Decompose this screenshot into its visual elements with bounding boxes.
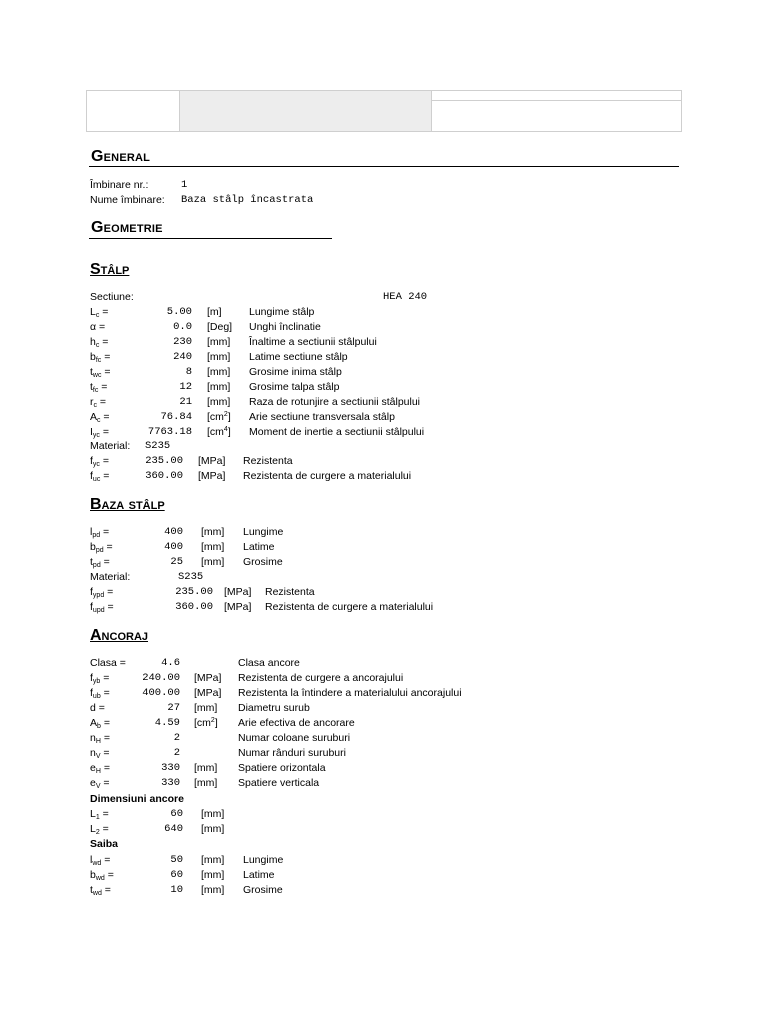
stalp-row-6-value: 21 — [179, 396, 192, 408]
stalp-row-5-description: Grosime talpa stâlp — [249, 381, 340, 393]
saiba-row-1-description: Latime — [243, 869, 275, 881]
section-title-stalp: Stâlp — [90, 261, 130, 278]
stalp-row-2-symbol: $h_c$ = — [90, 336, 109, 349]
ancoraj-row-8-value: 330 — [161, 777, 180, 789]
baza-row-0-unit: [mm] — [201, 526, 225, 538]
ancoraj-row-7-unit: [mm] — [194, 762, 218, 774]
saiba-title: Saiba — [90, 838, 119, 850]
ancoraj-row-0-description: Clasa ancore — [238, 657, 300, 669]
dim-row-1-symbol: $L_2$ = — [90, 823, 109, 836]
stalp-row-2-unit: [mm] — [207, 336, 231, 348]
dim-row-1-value: 640 — [164, 823, 183, 835]
saiba-row-1-unit: [mm] — [201, 869, 225, 881]
ancoraj-row-5-description: Numar coloane suruburi — [238, 732, 351, 744]
stalp-mat-row-1-description: Rezistenta de curgere a materialului — [243, 470, 412, 482]
dim-row-0-symbol: $L_1$ = — [90, 808, 109, 821]
imbinare-value: 1 — [181, 179, 188, 191]
baza-mat-row-1-description: Rezistenta de curgere a materialului — [265, 601, 434, 613]
stalp-row-7-unit: $[cm^2]$ — [207, 411, 231, 423]
stalp-row-0-description: Lungime stâlp — [249, 306, 315, 318]
stalp-row-3-unit: [mm] — [207, 351, 231, 363]
saiba-row-1-symbol: $b_{wd}$ = — [90, 869, 114, 882]
saiba-row-0-unit: [mm] — [201, 854, 225, 866]
stalp-row-3-symbol: $b_{fc}$ = — [90, 351, 111, 364]
stalp-mat-row-1-unit: [MPa] — [198, 470, 226, 482]
ancoraj-row-2-description: Rezistenta la întindere a materialului ancorajului — [238, 687, 462, 699]
stalp-row-4-unit: [mm] — [207, 366, 231, 378]
sectiune-label: Sectiune: — [90, 291, 134, 303]
ancoraj-row-1-unit: [MPa] — [194, 672, 222, 684]
saiba-row-0-value: 50 — [170, 854, 183, 866]
saiba-row-2-unit: [mm] — [201, 884, 225, 896]
stalp-mat-row-1-symbol: $f_{uc}$ = — [90, 470, 110, 483]
baza-row-0-description: Lungime — [243, 526, 284, 538]
stalp-mat-row-0-value: 235.00 — [145, 455, 183, 467]
header-title-cell — [180, 90, 431, 132]
ancoraj-row-3-description: Diametru surub — [238, 702, 310, 714]
stalp-mat-row-0-symbol: $f_{yc}$ = — [90, 455, 109, 468]
stalp-row-7-description: Arie sectiune transversala stâlp — [249, 411, 395, 423]
baza-mat-row-1-value: 360.00 — [175, 601, 213, 613]
section-title-ancoraj: Ancoraj — [90, 627, 149, 644]
ancoraj-row-8-description: Spatiere verticala — [238, 777, 320, 789]
baza-row-1-value: 400 — [164, 541, 183, 553]
baza-row-2-unit: [mm] — [201, 556, 225, 568]
baza-mat-row-0-value: 235.00 — [175, 586, 213, 598]
ancoraj-row-6-symbol: $n_V$ = — [90, 747, 110, 760]
baza-row-1-unit: [mm] — [201, 541, 225, 553]
baza-mat-row-1-unit: [MPa] — [224, 601, 252, 613]
stalp-row-4-description: Grosime inima stâlp — [249, 366, 342, 378]
baza-mat-row-0-symbol: $f_{ypd}$ = — [90, 586, 114, 599]
stalp-row-6-unit: [mm] — [207, 396, 231, 408]
ancoraj-row-0-value: 4.6 — [161, 657, 180, 669]
baza-mat-row-0-description: Rezistenta — [265, 586, 315, 598]
saiba-row-1-value: 60 — [170, 869, 183, 881]
baza-row-2-symbol: $t_{pd}$ = — [90, 556, 110, 569]
stalp-row-4-value: 8 — [185, 366, 192, 378]
baza-row-2-value: 25 — [170, 556, 183, 568]
stalp-row-5-symbol: $t_{fc}$ = — [90, 381, 108, 394]
baza-row-0-value: 400 — [164, 526, 183, 538]
ancoraj-row-0-symbol: Clasa = — [90, 657, 126, 669]
section-title-baza: Baza stâlp — [90, 496, 165, 513]
stalp-mat-row-0-unit: [MPa] — [198, 455, 226, 467]
baza-mat-row-0-unit: [MPa] — [224, 586, 252, 598]
baza-row-1-description: Latime — [243, 541, 275, 553]
baza-material-value: S235 — [178, 571, 204, 583]
ancoraj-row-1-value: 240.00 — [142, 672, 180, 684]
baza-mat-row-1-symbol: $f_{upd}$ = — [90, 601, 114, 614]
nume-label: Nume îmbinare: — [90, 194, 165, 206]
stalp-row-6-symbol: $r_c$ = — [90, 396, 107, 409]
ancoraj-row-3-value: 27 — [167, 702, 180, 714]
stalp-row-7-value: 76.84 — [160, 411, 192, 423]
stalp-row-1-unit: [Deg] — [207, 321, 233, 333]
ancoraj-row-8-unit: [mm] — [194, 777, 218, 789]
header-divider — [432, 100, 681, 101]
saiba-row-0-description: Lungime — [243, 854, 284, 866]
header-logo-cell — [86, 90, 180, 132]
sectiune-value: HEA 240 — [383, 291, 428, 303]
stalp-row-0-symbol: $L_c$ = — [90, 306, 109, 319]
ancoraj-row-2-value: 400.00 — [142, 687, 180, 699]
stalp-row-1-value: 0.0 — [173, 321, 192, 333]
saiba-row-2-description: Grosime — [243, 884, 283, 896]
ancoraj-row-1-symbol: $f_{yb}$ = — [90, 672, 110, 685]
ancoraj-row-4-symbol: $A_b$ = — [90, 717, 110, 730]
stalp-material-value: S235 — [145, 440, 171, 452]
stalp-row-0-unit: [m] — [207, 306, 222, 318]
ancoraj-row-3-symbol: d = — [90, 702, 105, 714]
baza-row-1-symbol: $b_{pd}$ = — [90, 541, 113, 554]
saiba-row-2-symbol: $t_{wd}$ = — [90, 884, 111, 897]
ancoraj-row-2-unit: [MPa] — [194, 687, 222, 699]
stalp-mat-row-0-description: Rezistenta — [243, 455, 293, 467]
ancoraj-row-7-value: 330 — [161, 762, 180, 774]
stalp-row-1-description: Unghi înclinatie — [249, 321, 321, 333]
ancoraj-row-5-value: 2 — [173, 732, 180, 744]
stalp-row-1-symbol: α = — [90, 321, 106, 333]
ancoraj-row-4-value: 4.59 — [154, 717, 180, 729]
baza-material-label: Material: — [90, 571, 131, 583]
geometrie-rule — [89, 238, 332, 239]
nume-value: Baza stâlp încastrata — [181, 194, 314, 206]
stalp-row-8-unit: $[cm^4]$ — [207, 426, 231, 438]
ancoraj-row-7-description: Spatiere orizontala — [238, 762, 326, 774]
general-rule — [89, 166, 679, 167]
stalp-row-3-description: Latime sectiune stâlp — [249, 351, 348, 363]
imbinare-label: Îmbinare nr.: — [90, 179, 149, 191]
stalp-row-2-value: 230 — [173, 336, 192, 348]
section-title-geometrie: Geometrie — [91, 219, 163, 236]
stalp-row-5-value: 12 — [179, 381, 192, 393]
ancoraj-row-6-value: 2 — [173, 747, 180, 759]
ancoraj-row-3-unit: [mm] — [194, 702, 218, 714]
dim-row-0-value: 60 — [170, 808, 183, 820]
dim-row-0-unit: [mm] — [201, 808, 225, 820]
stalp-row-6-description: Raza de rotunjire a sectiunii stâlpului — [249, 396, 421, 408]
stalp-row-4-symbol: $t_{wc}$ = — [90, 366, 111, 379]
stalp-row-3-value: 240 — [173, 351, 192, 363]
saiba-row-2-value: 10 — [170, 884, 183, 896]
header-info-cell — [431, 90, 682, 132]
ancoraj-row-4-unit: $[cm^2]$ — [194, 717, 218, 729]
ancoraj-row-1-description: Rezistenta de curgere a ancorajului — [238, 672, 404, 684]
stalp-row-8-symbol: $I_{yc}$ = — [90, 426, 109, 439]
ancoraj-row-6-description: Numar rânduri suruburi — [238, 747, 346, 759]
stalp-row-2-description: Înaltime a sectiunii stâlpului — [249, 336, 377, 348]
baza-row-2-description: Grosime — [243, 556, 283, 568]
dim-row-1-unit: [mm] — [201, 823, 225, 835]
ancoraj-row-5-symbol: $n_H$ = — [90, 732, 110, 745]
stalp-row-0-value: 5.00 — [166, 306, 192, 318]
stalp-mat-row-1-value: 360.00 — [145, 470, 183, 482]
stalp-row-7-symbol: $A_c$ = — [90, 411, 110, 424]
stalp-material-label: Material: — [90, 440, 131, 452]
baza-row-0-symbol: $l_{pd}$ = — [90, 526, 110, 539]
dimensiuni-ancore-title: Dimensiuni ancore — [90, 793, 184, 805]
ancoraj-row-4-description: Arie efectiva de ancorare — [238, 717, 355, 729]
ancoraj-row-2-symbol: $f_{ub}$ = — [90, 687, 110, 700]
stalp-row-8-value: 7763.18 — [147, 426, 192, 438]
report-header-table — [86, 90, 682, 132]
saiba-row-0-symbol: $l_{wd}$ = — [90, 854, 111, 867]
section-title-general: General — [91, 148, 151, 165]
stalp-row-5-unit: [mm] — [207, 381, 231, 393]
stalp-row-8-description: Moment de inertie a sectiunii stâlpului — [249, 426, 425, 438]
ancoraj-row-8-symbol: $e_V$ = — [90, 777, 110, 790]
ancoraj-row-7-symbol: $e_H$ = — [90, 762, 110, 775]
